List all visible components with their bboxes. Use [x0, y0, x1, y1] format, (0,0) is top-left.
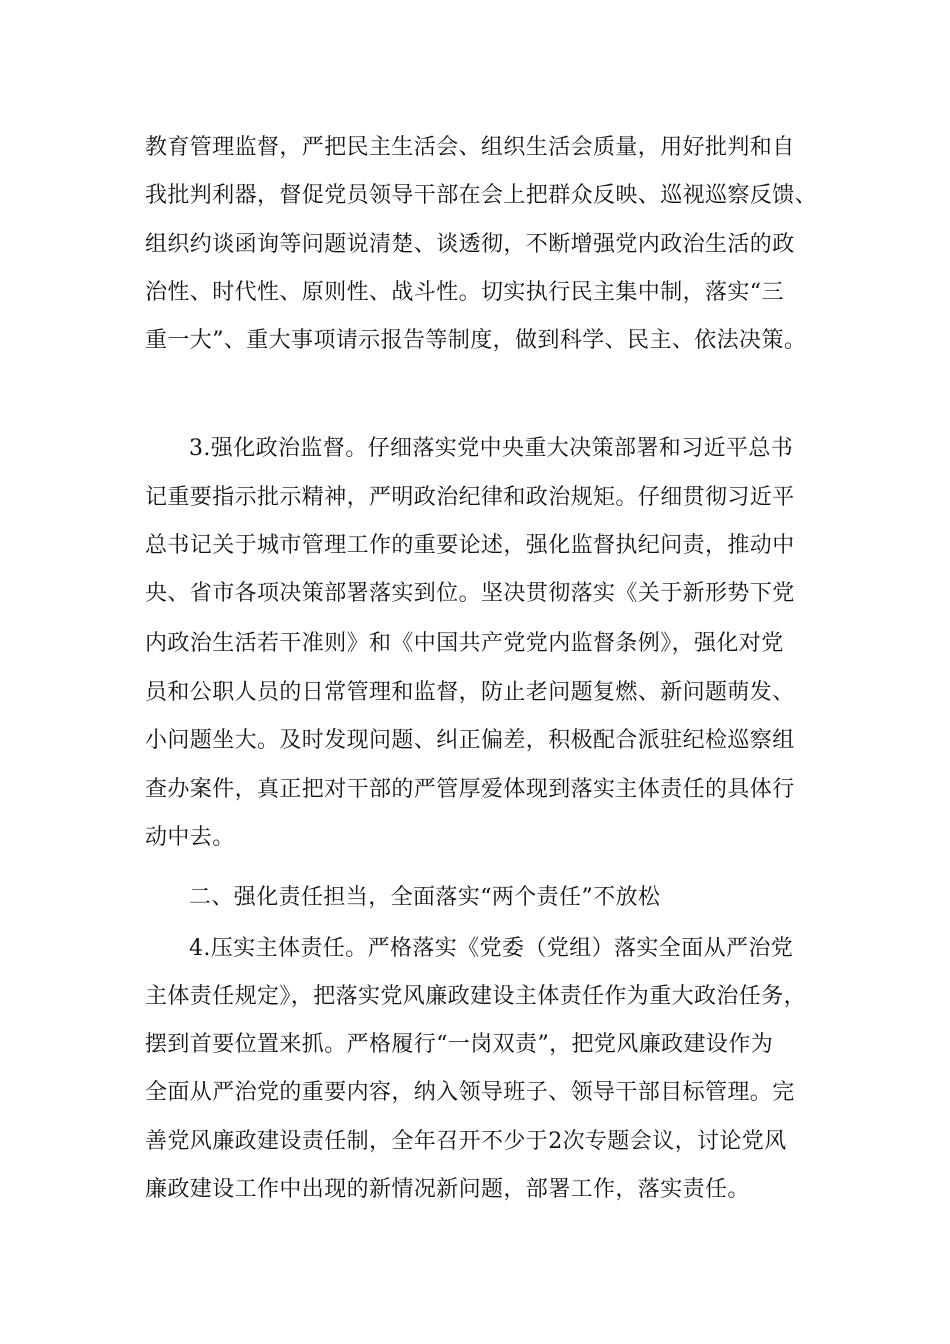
text-line: 廉政建设工作中出现的新情况新问题，部署工作，落实责任。	[145, 1177, 750, 1202]
text-line: 内政治生活若干准则》和《中国共产党党内监督条例》，强化对党	[145, 631, 784, 656]
text-line: 动中去。	[145, 825, 235, 850]
text-line: 我批判利器，督促党员领导干部在会上把群众反映、巡视巡察反馈、	[145, 183, 818, 208]
text-line: 记重要指示批示精神，严明政治纪律和政治规矩。仔细贯彻习近平	[145, 485, 795, 510]
paragraph-4-heading-line: 4.压实主体责任。严格落实《党委（党组）落实全面从严治党	[189, 936, 794, 961]
text-line: 治性、时代性、原则性、战斗性。切实执行民主集中制，落实“三	[145, 280, 784, 305]
text-line: 查办案件，真正把对干部的严管厚爱体现到落实主体责任的具体行	[145, 777, 795, 802]
text-line: 员和公职人员的日常管理和监督，防止老问题复燃、新问题萌发、	[145, 680, 795, 705]
text-line: 全面从严治党的重要内容，纳入领导班子、领导干部目标管理。完	[145, 1080, 795, 1105]
text-line: 组织约谈函询等问题说清楚、谈透彻，不断增强党内政治生活的政	[145, 232, 795, 257]
text-line: 总书记关于城市管理工作的重要论述，强化监督执纪问责，推动中	[145, 533, 795, 558]
text-line: 摆到首要位置来抓。严格履行“一岗双责”，把党风廉政建设作为	[145, 1032, 774, 1057]
section-heading: 二、强化责任担当，全面落实“两个责任”不放松	[189, 885, 661, 910]
text-line: 教育管理监督，严把民主生活会、组织生活会质量，用好批判和自	[145, 135, 795, 160]
text-line: 央、省市各项决策部署落实到位。坚决贯彻落实《关于新形势下党	[145, 581, 795, 606]
paragraph-3-heading-line: 3.强化政治监督。仔细落实党中央重大决策部署和习近平总书	[189, 436, 794, 461]
text-line: 善党风廉政建设责任制，全年召开不少于2次专题会议，讨论党风	[145, 1129, 787, 1154]
text-line: 重一大”、重大事项请示报告等制度，做到科学、民主、依法决策。	[145, 328, 807, 353]
text-line: 主体责任规定》，把落实党风廉政建设主体责任作为重大政治任务，	[145, 984, 807, 1009]
text-line: 小问题坐大。及时发现问题、纠正偏差，积极配合派驻纪检巡察组	[145, 728, 795, 753]
